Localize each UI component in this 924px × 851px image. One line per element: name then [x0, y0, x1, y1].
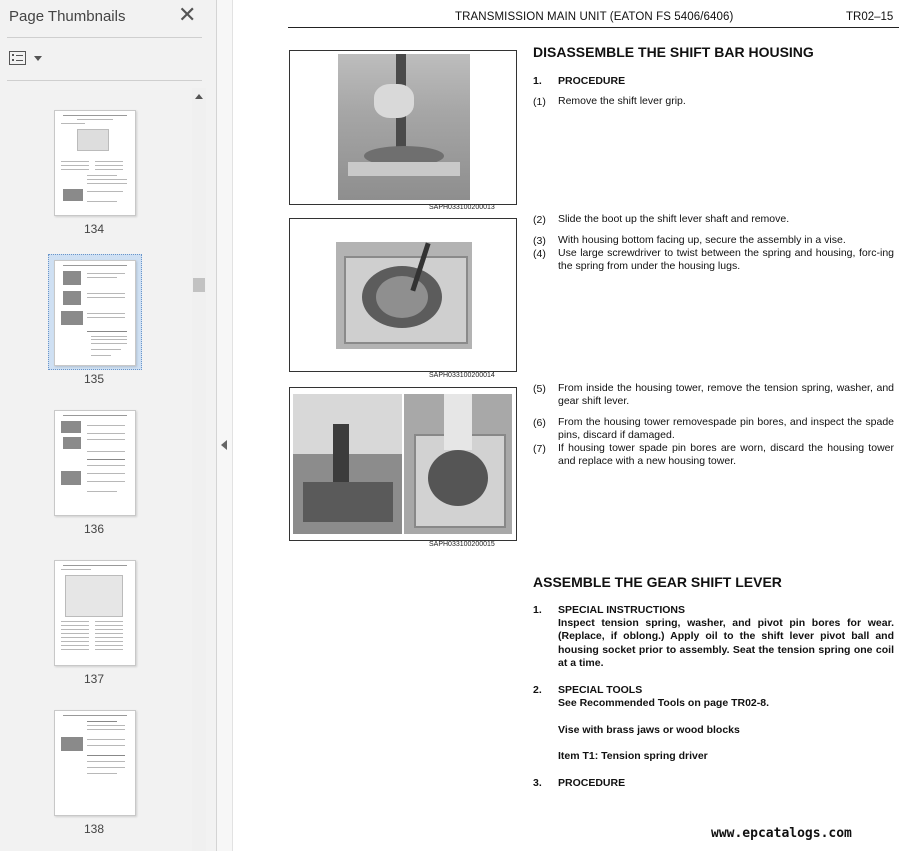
- divider: [7, 80, 202, 81]
- collapse-panel-icon[interactable]: [221, 440, 227, 450]
- item-heading: PROCEDURE: [558, 777, 626, 789]
- thumbnail-options-icon: [9, 51, 26, 65]
- procedure-number: 1.: [533, 75, 542, 87]
- panel-splitter[interactable]: [217, 0, 233, 851]
- divider: [7, 37, 202, 38]
- shift-lever-photo: [338, 54, 470, 200]
- thumbnail-page-134[interactable]: [54, 110, 136, 216]
- item-heading: SPECIAL INSTRUCTIONS: [558, 604, 685, 616]
- step-number: (5): [533, 383, 546, 395]
- page-header-title: TRANSMISSION MAIN UNIT (EATON FS 5406/6406): [455, 11, 734, 23]
- section-title: DISASSEMBLE THE SHIFT BAR HOUSING: [533, 44, 814, 60]
- step-text: From the housing tower removespade pin bores, and inspect the spade pins, discard if damaged.: [558, 416, 894, 442]
- item-text: Vise with brass jaws or wood blocks: [558, 724, 740, 736]
- item-number: 1.: [533, 604, 542, 616]
- step-number: (6): [533, 417, 546, 429]
- thumbnail-options-button[interactable]: [9, 50, 45, 70]
- step-text: From inside the housing tower, remove the tension spring, washer, and gear shift lever.: [558, 382, 894, 408]
- housing-photo: [336, 242, 472, 349]
- figure-frame: [289, 50, 517, 205]
- item-number: 3.: [533, 777, 542, 789]
- gear-shift-lever-photo: [293, 394, 402, 534]
- step-number: (7): [533, 443, 546, 455]
- document-page: [233, 0, 924, 851]
- figure-caption: SAPH033100200014: [429, 372, 495, 379]
- header-rule: [288, 27, 899, 28]
- figure-caption: SAPH033100200013: [429, 204, 495, 211]
- close-icon[interactable]: ✕: [178, 2, 197, 27]
- step-text: Use large screwdriver to twist between the spring and housing, forc-ing the spring from under the housing lugs.: [558, 247, 894, 273]
- section-title: ASSEMBLE THE GEAR SHIFT LEVER: [533, 574, 782, 590]
- item-number: 2.: [533, 684, 542, 696]
- thumbnail-label: 136: [83, 522, 105, 536]
- watermark: www.epcatalogs.com: [711, 826, 852, 841]
- page-header-number: TR02–15: [846, 11, 894, 23]
- thumbnail-scrollbar[interactable]: [192, 88, 206, 851]
- figure-frame: [289, 218, 517, 372]
- panel-title: Page Thumbnails: [9, 8, 126, 25]
- thumbnail-label: 134: [83, 222, 105, 236]
- step-text: With housing bottom facing up, secure the assembly in a vise.: [558, 234, 846, 246]
- thumbnail-label: 137: [83, 672, 105, 686]
- thumbnails-panel: [0, 0, 217, 851]
- item-text: See Recommended Tools on page TR02-8.: [558, 697, 770, 709]
- thumbnail-page-137[interactable]: [54, 560, 136, 666]
- item-text: Inspect tension spring, washer, and pivot pin bores for wear. (Replace, if oblong.) Apply oil to the shift lever pivot ball and housing socket prior to assembly. Seat the tension spring one coil at a time.: [558, 617, 894, 669]
- chevron-down-icon: [34, 56, 42, 61]
- thumbnail-list[interactable]: [0, 88, 192, 851]
- scroll-up-icon[interactable]: [195, 94, 203, 99]
- step-text: Slide the boot up the shift lever shaft and remove.: [558, 213, 790, 225]
- item-text: Item T1: Tension spring driver: [558, 750, 708, 762]
- scrollbar-thumb[interactable]: [193, 278, 205, 292]
- step-number: (1): [533, 96, 546, 108]
- step-text: If housing tower spade pin bores are worn, discard the housing tower and replace with a new housing tower.: [558, 442, 894, 468]
- thumbnail-page-136[interactable]: [54, 410, 136, 516]
- step-number: (2): [533, 214, 546, 226]
- thumbnail-label: 135: [83, 372, 105, 386]
- figure-caption: SAPH033100200015: [429, 541, 495, 548]
- step-number: (3): [533, 235, 546, 247]
- thumbnail-page-135[interactable]: [54, 260, 136, 366]
- figure-frame: [289, 387, 517, 541]
- step-number: (4): [533, 248, 546, 260]
- housing-tower-photo: [404, 394, 512, 534]
- thumbnail-label: 138: [83, 822, 105, 836]
- procedure-heading: PROCEDURE: [558, 75, 626, 87]
- item-heading: SPECIAL TOOLS: [558, 684, 643, 696]
- step-text: Remove the shift lever grip.: [558, 95, 686, 107]
- thumbnail-page-138[interactable]: [54, 710, 136, 816]
